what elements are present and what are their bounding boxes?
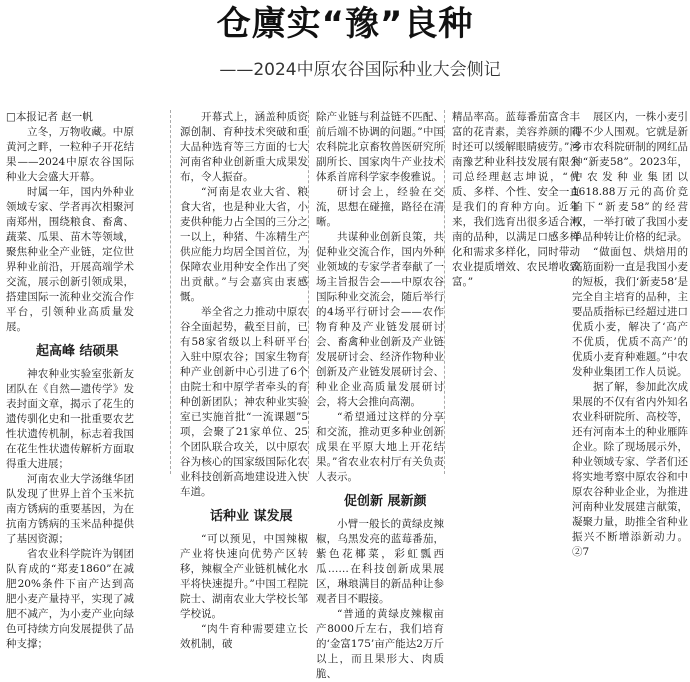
column-divider <box>308 110 309 474</box>
paragraph: 开幕式上，涵盖种质资源创制、育种技术突破和重大品种选育等三方面的七大河南省种业创新重大成果发布，令人振奋。 <box>180 111 308 183</box>
paragraph: 除产业链与利益链不匹配、前后端不协调的问题。”中国农科院北京畜牧兽医研究所副所长、国家肉牛产业技术体系首席科学家李俊雅说。 <box>316 111 444 183</box>
byline: □本报记者 赵一帆 <box>6 111 93 123</box>
column-4 <box>452 110 580 474</box>
paragraph: 小臂一般长的黄绿皮辣椒，乌黑发亮的蓝莓番茄，紫色花椰菜，彩虹瓢西瓜……在科技创新成果展区，琳琅满目的新品种让参观者目不暇接。 <box>316 518 444 605</box>
section-heading: 起高峰 结硕果 <box>36 344 119 359</box>
paragraph: 展区内，一株小麦引得不少人围观。它就是新乡市农科院研制的网红品种“新麦58”。2023年，中农发种业集团以1618.88万元的高价竞拍下“新麦58”的经营权，一举打破了我国小麦单品种转让价格的纪录。 <box>572 111 688 243</box>
column-2 <box>180 110 308 650</box>
column-3 <box>316 110 444 680</box>
article-title: 仓廪实“豫”良种 <box>216 4 474 44</box>
paragraph: 立冬，万物收藏。中原黄河之畔，一粒种子开花结果——2024中原农谷国际种业大会盛大开幕。 <box>6 126 134 183</box>
paragraph: “做面包、烘焙用的高筋面粉一直是我国小麦的短板，我们‘新麦58’是完全自主培育的品种，主要品质指标已经超过进口优质小麦，解决了‘高产不优质，优质不高产’的优质小麦育种难题。”中农发种业集团工作人员说。 <box>572 246 688 378</box>
paragraph: 研讨会上，经验在交流，思想在碰撞，路径在清晰。 <box>316 186 444 228</box>
column-5 <box>572 110 688 558</box>
paragraph: 据了解，参加此次成果展的不仅有省内外知名农业科研院所、高校等，还有河南本土的种业雁阵企业。除了现场展示外，种业领域专家、学者们还将实地考察中原农谷和中原农谷种业企业，为推进河南种业发展建言献策，凝聚力量，助推全省种业振兴不断增添新动力。②7 <box>572 381 688 558</box>
paragraph: 河南农业大学汤继华团队发现了世界上首个玉米抗南方锈病的重要基因，为在抗南方锈病的玉米品种提供了基因资源； <box>6 473 134 545</box>
paragraph: 共谋种业创新良策，共促种业交流合作，国内外种业领域的专家学者奉献了一场主旨报告会——中原农谷国际种业交流会，随后举行的4场平行研讨会——农作物育种及产业链发展研讨会、畜禽种业创新及产业链发展研讨会、经济作物种业创新及产业链发展研讨会、种业企业高质量发展研讨会，将大会推向高潮。 <box>316 231 444 408</box>
paragraph: “希望通过这样的分享和交流，推动更多种业创新成果在平原大地上开花结果。”省农业农村厅有关负责人表示。 <box>316 411 444 483</box>
section-heading: 促创新 展新颜 <box>344 494 427 509</box>
paragraph: 精品率高。蓝莓番茄富含丰富的花青素，美容养颜的同时还可以缓解眼睛疲劳。”河南豫艺种业科技发展有限公司总经理赵志坤说，“优质、多样、个性、安全一直是我们的育种方向。近年来，我们选育出很多适合河南的品种，以满足口感多样化和需求多样化，同时带动农业提质增效、农民增收致富。” <box>452 111 580 288</box>
paragraph: 举全省之力推动中原农谷全面起势，截至目前，已有58家省级以上科研平台入驻中原农谷；国家生物育种产业创新中心引进了6个由院士和中原学者牵头的育种创新团队；神农种业实验室已实施首批“一流课题”5项，会聚了21家单位、25个团队联合攻关，以中原农谷为核心的国家级国际化农业科技创新高地建设进入快车道。 <box>180 306 308 498</box>
column-divider <box>170 110 171 474</box>
paragraph: “可以预见，中国辣椒产业将快速向优势产区转移，辣椒全产业链机械化水平将快速提升。”中国工程院院士、湖南农业大学校长邹学校说。 <box>180 533 308 620</box>
section-heading: 话种业 谋发展 <box>210 509 293 524</box>
paragraph: 省农业科学院许为钢团队育成的“郑麦1860”在减肥20%条件下亩产达到高肥小麦产量持平，实现了减肥不减产，为小麦产业向绿色可持续方向发展提供了品种支撑； <box>6 548 134 650</box>
paragraph: 神农种业实验室张新友团队在《自然—遗传学》发表封面文章，揭示了花生的遗传驯化史和一批重要农艺性状遗传机制，标志着我国在花生性状遗传解析方面取得重大进展； <box>6 368 134 470</box>
column-1 <box>6 110 134 650</box>
column-divider <box>444 110 445 474</box>
paragraph: “普通的黄绿皮辣椒亩产8000斤左右，我们培育的‘金富175’亩产能达2万斤以上，而且果形大、肉质脆、 <box>316 608 444 680</box>
article-subtitle: ——2024中原农谷国际种业大会侧记 <box>219 60 501 80</box>
paragraph: “河南是农业大省、粮食大省，也是种业大省，小麦供种能力占全国的三分之一以上，种猪、牛冻精生产供应能力均居全国首位，为保障农业用种安全作出了突出贡献。”与会嘉宾由衷感慨。 <box>180 186 308 303</box>
paragraph: 时属一年，国内外种业领域专家、学者再次相聚河南郑州，围绕粮食、畜禽、蔬菜、瓜果、苗木等领域，聚焦种业全产业链，定位世界种业前沿，开展高端学术交流，展示创新引领成果，搭建国际一流种业交流合作平台，引领种业高质量发展。 <box>6 186 134 333</box>
paragraph: “肉牛育种需要建立长效机制，破 <box>180 623 308 650</box>
